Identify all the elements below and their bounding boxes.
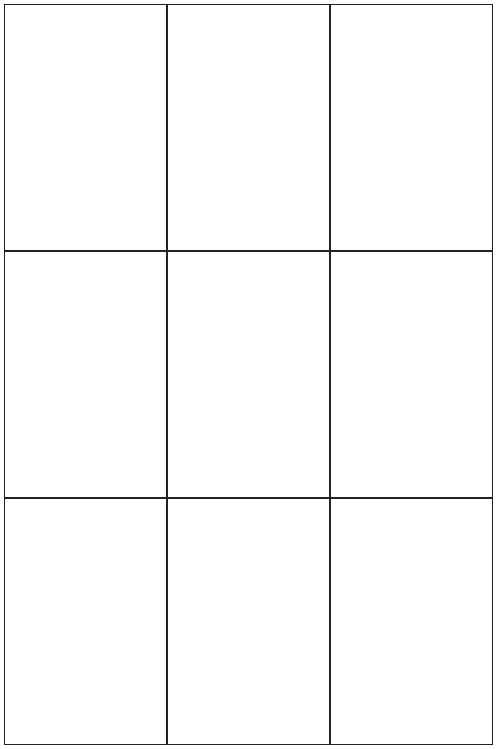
panel-text: [173, 11, 324, 244]
panel-text: [336, 11, 487, 244]
panel-top-middle: [167, 4, 330, 251]
panel-text: [336, 258, 487, 491]
panel-text: [336, 505, 487, 738]
panel-text: [10, 505, 161, 738]
panel-bottom-middle: [167, 498, 330, 745]
panel-top-right: [330, 4, 493, 251]
panel-middle-right: [330, 251, 493, 498]
panel-bottom-right: [330, 498, 493, 745]
panel-text: [173, 505, 324, 738]
panel-middle-left: [4, 251, 167, 498]
panel-text: [10, 11, 161, 244]
text-grid: [4, 4, 493, 745]
panel-text: [10, 258, 161, 491]
panel-top-left: [4, 4, 167, 251]
panel-middle-middle: [167, 251, 330, 498]
panel-bottom-left: [4, 498, 167, 745]
panel-text: [173, 258, 324, 491]
